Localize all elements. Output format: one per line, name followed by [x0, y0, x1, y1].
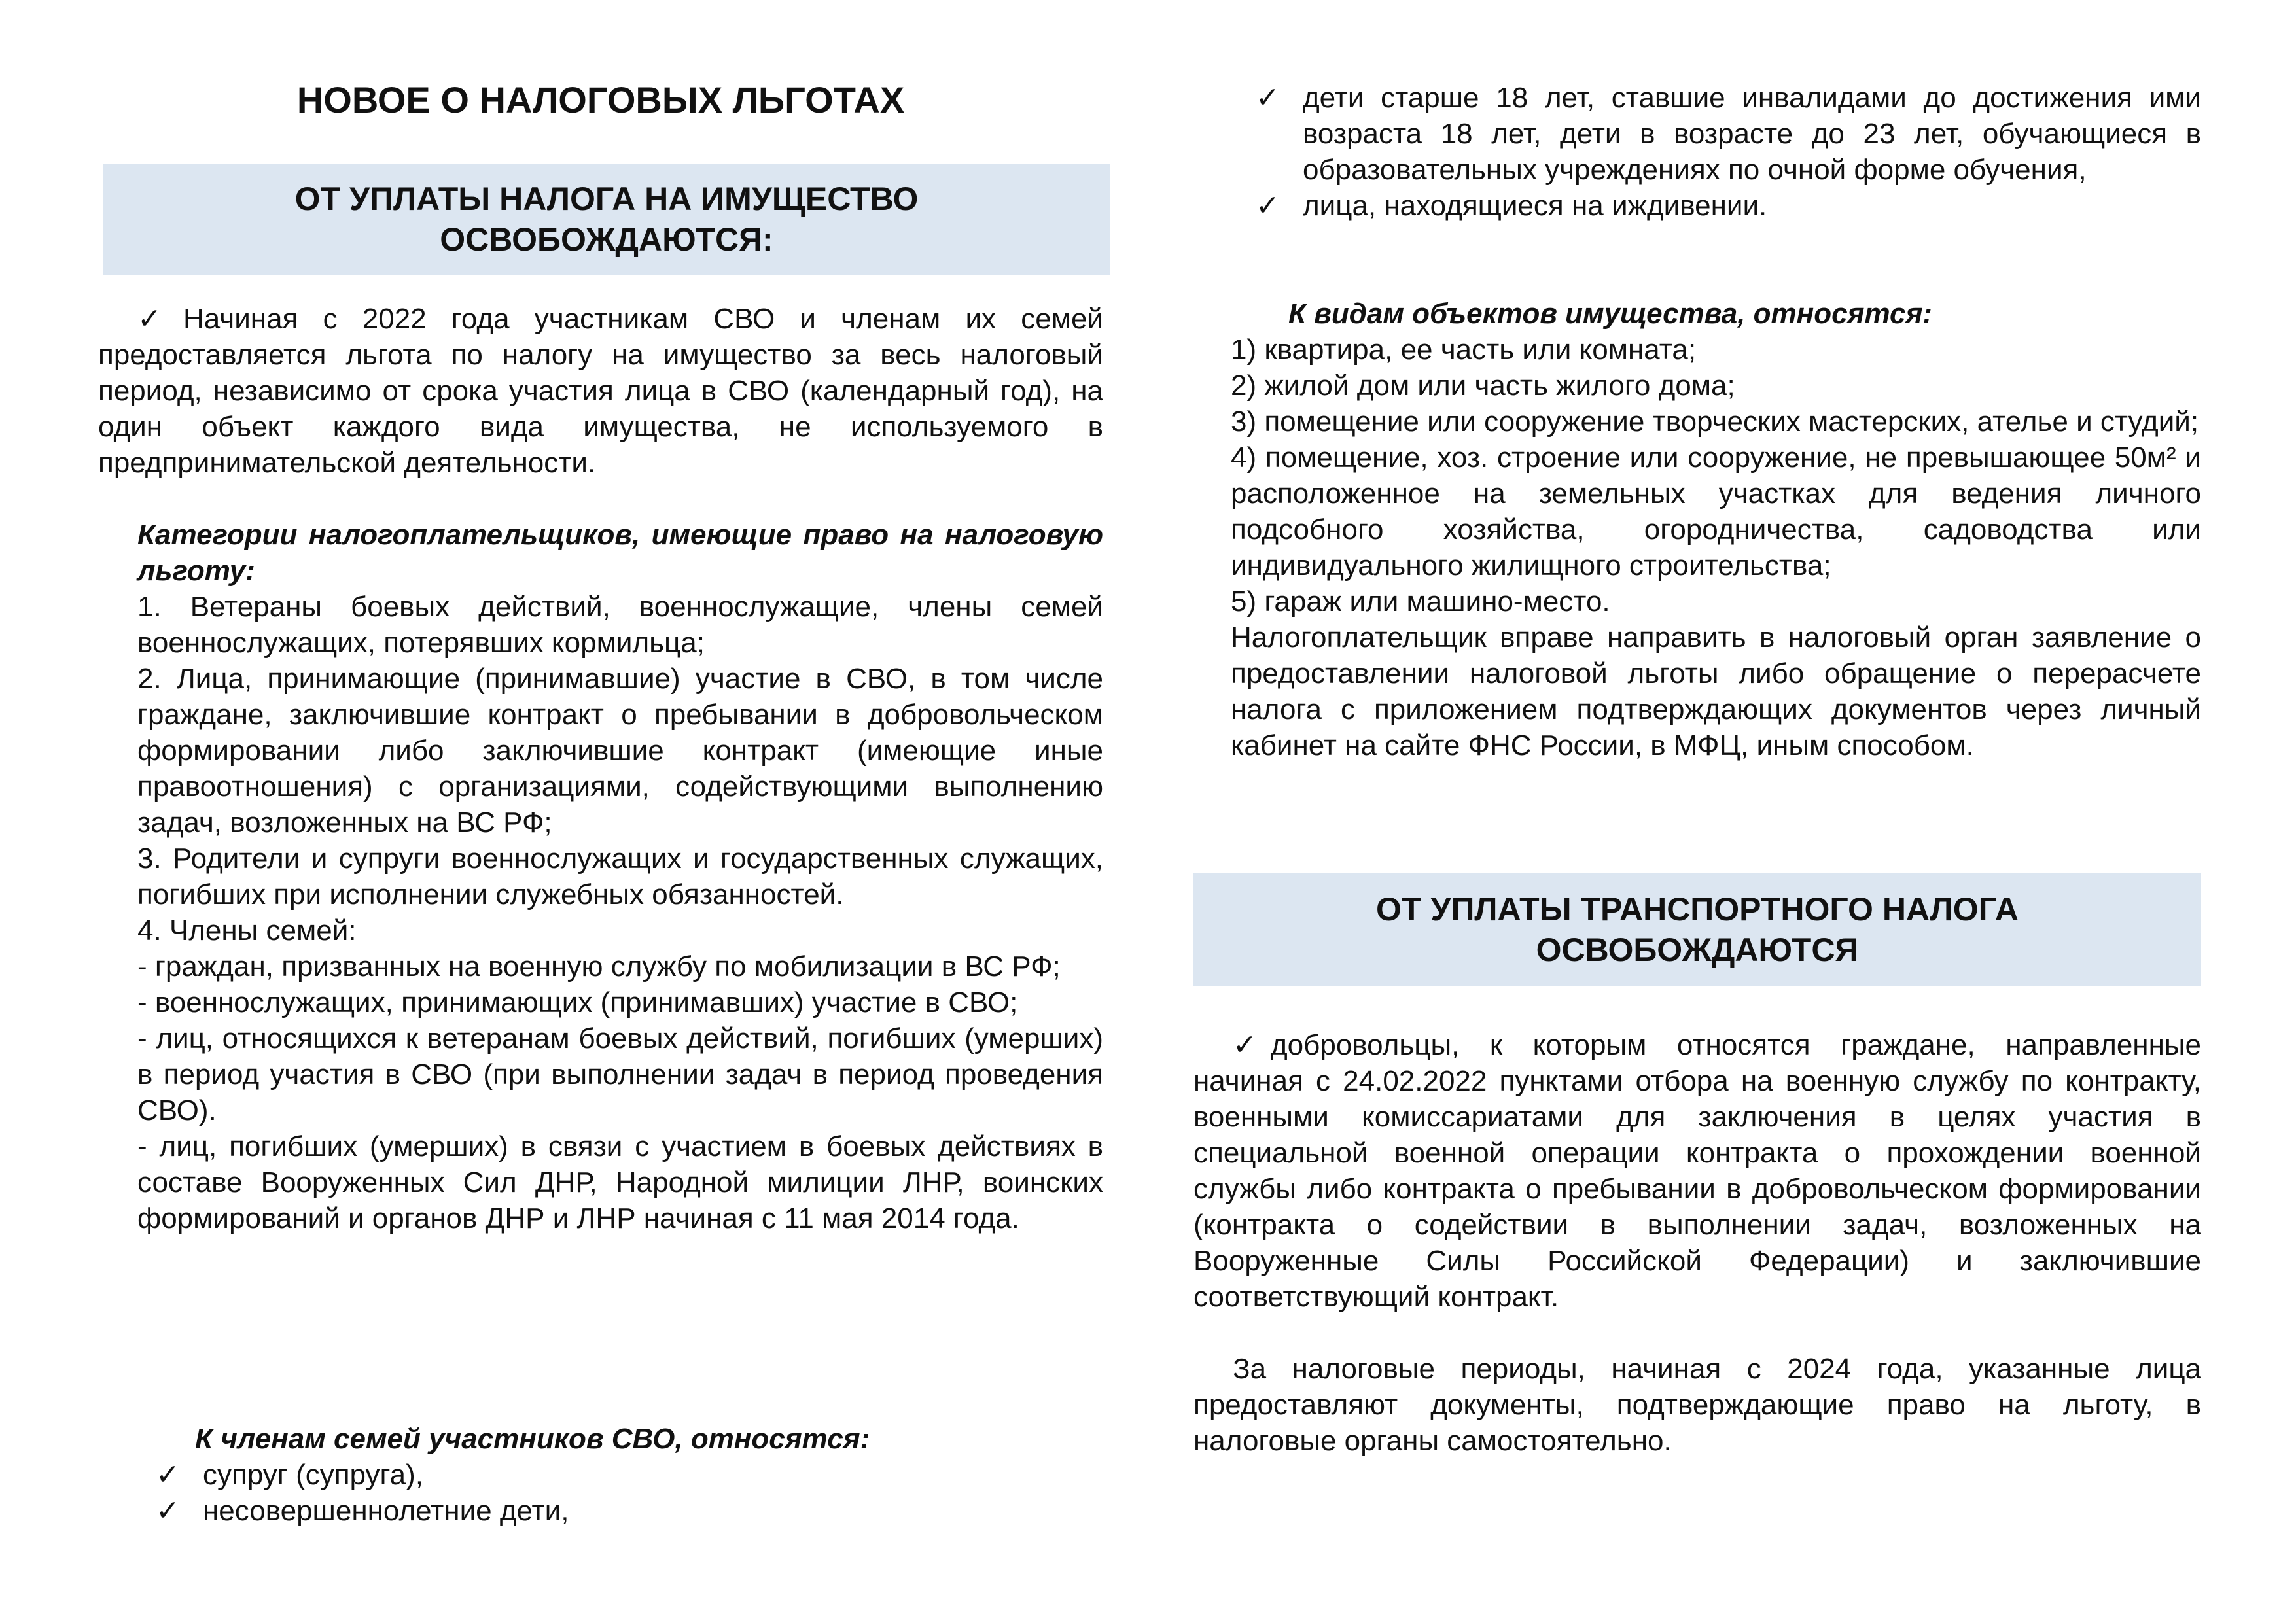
category-item: 4. Члены семей: — [137, 915, 357, 947]
family-item-text: лица, находящиеся на иждивении. — [1303, 190, 1767, 222]
check-icon: ✓ — [137, 303, 162, 335]
object-item: 2) жилой дом или часть жилого дома; — [1231, 370, 1735, 402]
category-item: 1. Ветераны боевых действий, военнослужащие, члены семей военнослужащих, потерявших кормильца; — [137, 591, 1103, 659]
family-item — [1256, 80, 2201, 188]
object-item: 5) гараж или машино-место. — [1231, 585, 1610, 618]
category-item: 3. Родители и супруги военнослужащих и государственных служащих, погибших при исполнении служебных обязанностей. — [137, 843, 1103, 911]
check-icon: ✓ — [1233, 1029, 1257, 1061]
check-icon: ✓ — [156, 1495, 180, 1527]
transport-tax-header-line1: ОТ УПЛАТЫ ТРАНСПОРТНОГО НАЛОГА — [1376, 891, 2019, 928]
object-item: 1) квартира, ее часть или комната; — [1231, 334, 1697, 366]
property-tax-header-line2: ОСВОБОЖДАЮТСЯ: — [440, 221, 773, 258]
family-item — [156, 1493, 1103, 1529]
objects-heading: К видам объектов имущества, относятся: — [1288, 298, 1933, 330]
family-item-text: супруг (супруга), — [203, 1459, 423, 1491]
application-text: Налогоплательщик вправе направить в налоговый орган заявление о предоставлении налоговой льготы либо обращение о перерасчете налога с приложением подтверждающих документов через личный кабинет на сайте ФНС России, в МФЦ, иным способом. — [1231, 621, 2201, 761]
property-tax-header-line1: ОТ УПЛАТЫ НАЛОГА НА ИМУЩЕСТВО — [294, 181, 919, 217]
family-heading: К членам семей участников СВО, относятся: — [195, 1423, 870, 1455]
category-item: - военнослужащих, принимающих (принимавших) участие в СВО; — [137, 986, 1018, 1019]
object-item: 4) помещение, хоз. строение или сооружение, не превышающее 50м² и расположенное на земельных участках для ведения личного подсобного хозяйства, огородничества, садоводства или индивидуального жилищного строительства; — [1231, 442, 2201, 582]
category-item: - лиц, погибших (умерших) в связи с участием в боевых действиях в составе Вооруженных Сил ДНР, Народной милиции ЛНР, воинских формирований и органов ДНР и ЛНР начиная с 11 мая 2014 года. — [137, 1130, 1103, 1234]
category-item: 2. Лица, принимающие (принимавшие) участие в СВО, в том числе граждане, заключившие контракт о пребывании в добровольческом формировании либо заключившие контракт (имеющие иные правоотношения) с организациями, содействующими выполнению задач, возложенных на ВС РФ; — [137, 663, 1103, 839]
objects-section — [1231, 296, 2201, 763]
category-item: - лиц, относящихся к ветеранам боевых действий, погибших (умерших) в период участия в СВО (при выполнении задач в период проведения СВО). — [137, 1022, 1103, 1126]
check-icon: ✓ — [1256, 82, 1280, 114]
family-item-text: несовершеннолетние дети, — [203, 1495, 569, 1527]
family-item — [1256, 188, 2201, 224]
check-icon: ✓ — [156, 1459, 180, 1491]
transport-tax-header-line2: ОСВОБОЖДАЮТСЯ — [1536, 932, 1859, 968]
check-icon: ✓ — [1256, 190, 1280, 222]
volunteers-paragraph — [1193, 1027, 2201, 1315]
categories-section — [137, 517, 1103, 1236]
property-intro — [98, 301, 1103, 481]
page-title: НОВОЕ О НАЛОГОВЫХ ЛЬГОТАХ — [296, 79, 905, 120]
family-item — [156, 1457, 1103, 1493]
property-intro-text: Начиная с 2022 года участникам СВО и членам их семей предоставляется льгота по налогу на имущество за весь налоговый период, независимо от срока участия лица в СВО (календарный год), на один объект каждого вида имущества, не используемого в предпринимательской деятельности. — [98, 303, 1103, 479]
object-item: 3) помещение или сооружение творческих мастерских, ателье и студий; — [1231, 406, 2199, 438]
categories-heading: Категории налогоплательщиков, имеющие право на налоговую льготу: — [137, 519, 1103, 587]
transport-tax-header — [1193, 873, 2201, 986]
category-item: - граждан, призванных на военную службу по мобилизации в ВС РФ; — [137, 951, 1061, 983]
family-continued — [1256, 80, 2201, 224]
property-tax-header — [103, 164, 1110, 275]
volunteers-text: добровольцы, к которым относятся граждане, направленные начиная с 24.02.2022 пунктами отбора на военную службу по контракту, военными комиссариатами для заключения в целях участия в специальной военной операции контракта о прохождении военной службы либо контракта о пребывании в добровольческом формировании (контракта о содействии в выполнении задач, возложенных на Вооруженные Силы Российской Федерации) и заключившие соответствующий контракт. — [1193, 1029, 2201, 1313]
closing-paragraph: За налоговые периоды, начиная с 2024 года, указанные лица предоставляют документы, подтверждающие право на льготу, в налоговые органы самостоятельно. — [1193, 1353, 2201, 1457]
family-item-text: дети старше 18 лет, ставшие инвалидами до достижения ими возраста 18 лет, дети в возрасте до 23 лет, обучающиеся в образовательных учреждениях по очной форме обучения, — [1303, 82, 2201, 186]
family-section — [156, 1421, 1103, 1529]
